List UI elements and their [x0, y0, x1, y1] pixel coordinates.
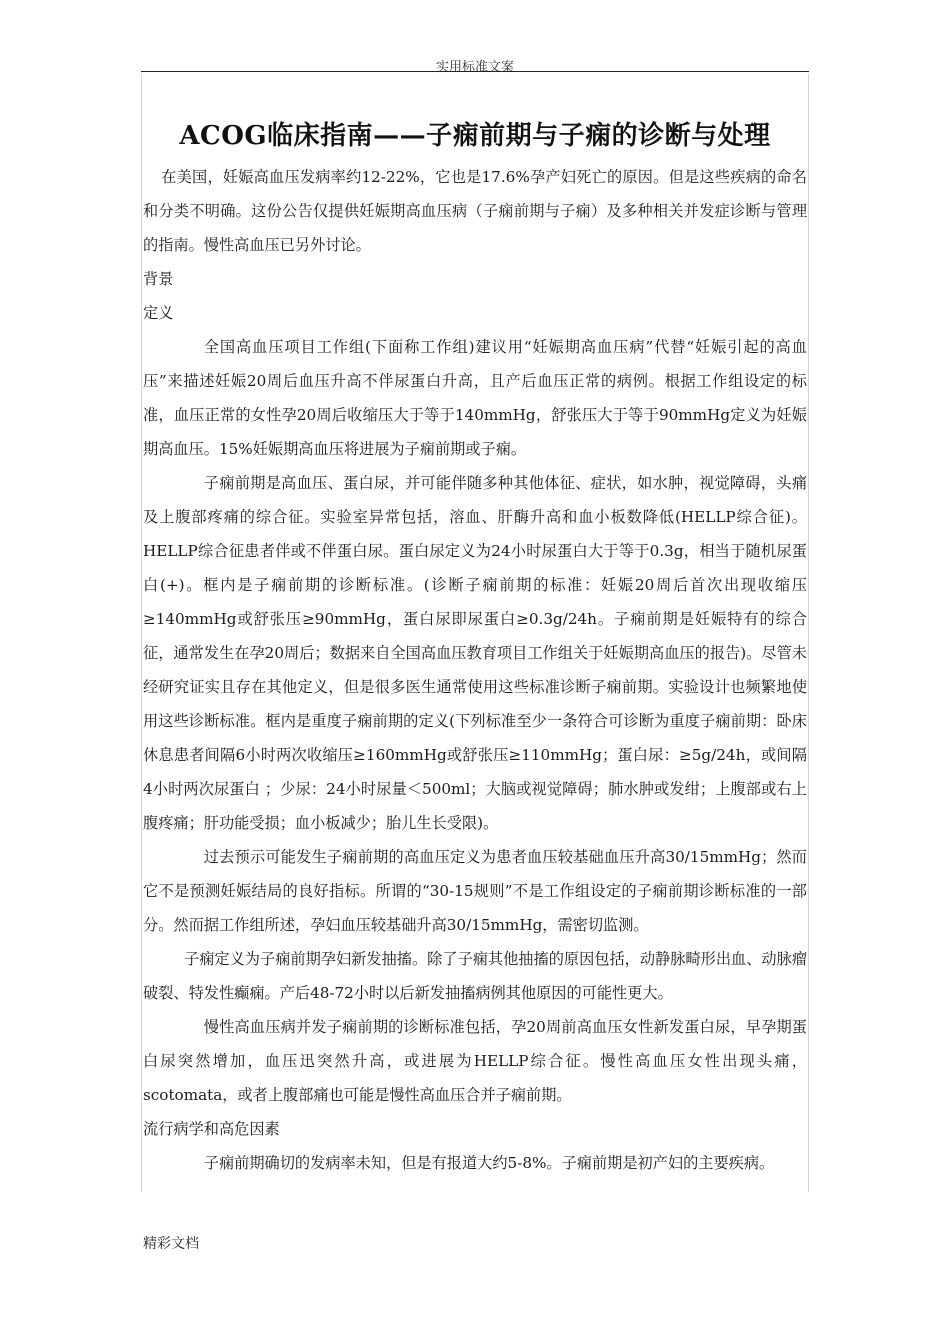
document-body	[143, 160, 807, 1180]
body-paragraph: 子痫定义为子痫前期孕妇新发抽搐。除了子痫其他抽搐的原因包括，动静脉畸形出血、动脉瘤破裂、特发性癫痫。产后48-72小时以后新发抽搐病例其他原因的可能性更大。	[143, 950, 807, 1002]
section-heading-definition: 定义	[143, 304, 174, 322]
header-rule	[141, 71, 809, 72]
intro-paragraph: 在美国，妊娠高血压发病率约12-22%，它也是17.6%孕产妇死亡的原因。但是这些疾病的命名和分类不明确。这份公告仅提供妊娠期高血压病（子痫前期与子痫）及多种相关并发症诊断与管理的指南。慢性高血压已另外讨论。	[143, 168, 807, 254]
section-heading-epidemiology: 流行病学和高危因素	[143, 1120, 280, 1138]
running-header: 实用标准文案	[435, 60, 514, 75]
body-paragraph: 全国高血压项目工作组(下面称工作组)建议用“妊娠期高血压病”代替“妊娠引起的高血压”来描述妊娠20周后血压升高不伴尿蛋白升高，且产后血压正常的病例。根据工作组设定的标准，血压正常的女性孕20周后收缩压大于等于140mmHg，舒张压大于等于90mmHg定义为妊娠期高血压。15%妊娠期高血压将进展为子痫前期或子痫。	[143, 338, 807, 458]
section-heading-background: 背景	[143, 270, 174, 288]
body-paragraph: 过去预示可能发生子痫前期的高血压定义为患者血压较基础血压升高30/15mmHg；然而它不是预测妊娠结局的良好指标。所谓的“30-15规则”不是工作组设定的子痫前期诊断标准的一部分。然而据工作组所述，孕妇血压较基础升高30/15mmHg，需密切监测。	[143, 848, 807, 934]
right-margin-guide	[808, 74, 809, 1192]
body-paragraph: 慢性高血压病并发子痫前期的诊断标准包括，孕20周前高血压女性新发蛋白尿，早孕期蛋白尿突然增加，血压迅突然升高，或进展为HELLP综合征。慢性高血压女性出现头痛，scotomata，或者上腹部痛也可能是慢性高血压合并子痫前期。	[143, 1018, 807, 1104]
left-margin-guide	[141, 74, 142, 1192]
body-paragraph: 子痫前期确切的发病率未知，但是有报道大约5-8%。子痫前期是初产妇的主要疾病。	[203, 1154, 775, 1172]
running-footer: 精彩文档	[143, 1236, 199, 1252]
document-title: ACOG临床指南——子痫前期与子痫的诊断与处理	[179, 121, 771, 152]
body-paragraph: 子痫前期是高血压、蛋白尿，并可能伴随多种其他体征、症状，如水肿，视觉障碍，头痛及上腹部疼痛的综合征。实验室异常包括，溶血、肝酶升高和血小板数降低(HELLP综合征)。HELLP综合征患者伴或不伴蛋白尿。蛋白尿定义为24小时尿蛋白大于等于0.3g，相当于随机尿蛋白(+)。框内是子痫前期的诊断标准。(诊断子痫前期的标准：妊娠20周后首次出现收缩压≥140mmHg或舒张压≥90mmHg，蛋白尿即尿蛋白≥0.3g/24h。子痫前期是妊娠特有的综合征，通常发生在孕20周后；数据来自全国高血压教育项目工作组关于妊娠期高血压的报告)。尽管未经研究证实且存在其他定义，但是很多医生通常使用这些标准诊断子痫前期。实验设计也频繁地使用这些诊断标准。框内是重度子痫前期的定义(下列标准至少一条符合可诊断为重度子痫前期：卧床休息患者间隔6小时两次收缩压≥160mmHg或舒张压≥110mmHg；蛋白尿：≥5g/24h，或间隔4小时两次尿蛋白 ；少尿：24小时尿量＜500ml；大脑或视觉障碍；肺水肿或发绀；上腹部或右上腹疼痛；肝功能受损；血小板减少；胎儿生长受限)。	[143, 474, 807, 832]
